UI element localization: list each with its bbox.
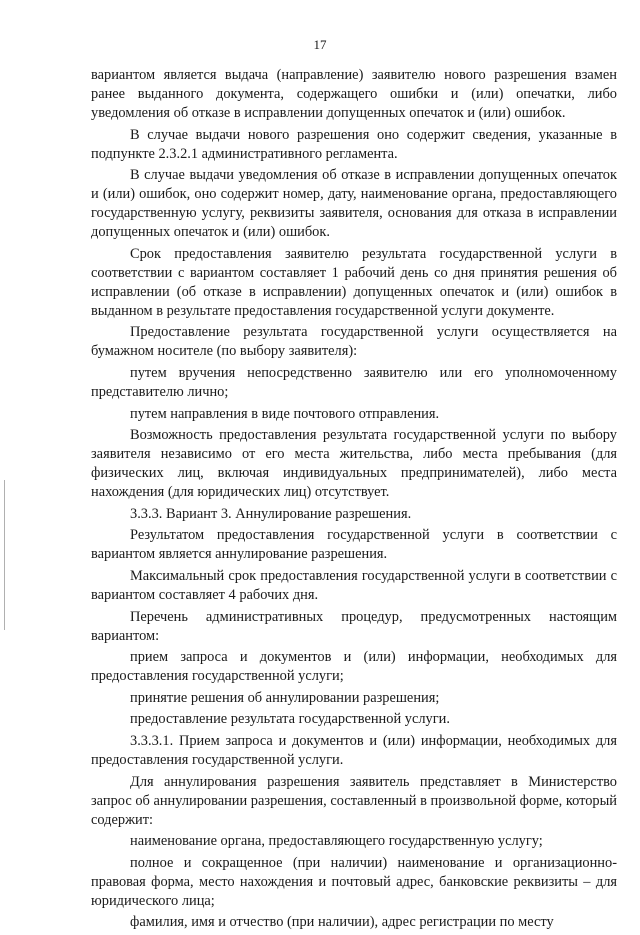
- paragraph: Предоставление результата государственной услуги осуществляется на бумажном носителе (по выбору заявителя):: [91, 324, 617, 360]
- paragraph: Перечень административных процедур, предусмотренных настоящим вариантом:: [91, 608, 617, 644]
- paragraph: Результатом предоставления государственной услуги в соответствии с вариантом является аннулирование разрешения.: [91, 527, 617, 563]
- list-item: предоставление результата государственной услуги.: [130, 711, 450, 728]
- paragraph: Срок предоставления заявителю результата государственной услуги в соответствии с вариантом составляет 1 рабочий день со дня принятия решения об исправлении (об отказе в исправлении) допущенных опечаток и (или) ошибок в выданном в результате предоставления государственной услуги документе.: [91, 245, 617, 319]
- document-body: [91, 66, 617, 935]
- section-heading: 3.3.3. Вариант 3. Аннулирование разрешения.: [130, 505, 412, 522]
- page-number: 17: [313, 37, 327, 52]
- list-item: принятие решения об аннулировании разрешения;: [130, 689, 440, 706]
- scan-margin-line: [4, 480, 5, 630]
- paragraph: Возможность предоставления результата государственной услуги по выбору заявителя независимо от его места жительства, либо места пребывания (для физических лиц, включая индивидуальных предпринимателей), либо места нахождения (для юридических лиц) отсутствует.: [91, 427, 617, 501]
- paragraph: В случае выдачи нового разрешения оно содержит сведения, указанные в подпункте 2.3.2.1 административного регламента.: [91, 126, 617, 162]
- paragraph: В случае выдачи уведомления об отказе в исправлении допущенных опечаток и (или) ошибок, оно содержит номер, дату, наименование органа, предоставляющего государственную услугу, реквизиты заявителя, основания для отказа в исправлении допущенных опечаток и (или) ошибок.: [91, 167, 617, 241]
- list-item: полное и сокращенное (при наличии) наименование и организационно-правовая форма, место нахождения и почтовый адрес, банковские реквизиты – для юридического лица;: [91, 854, 617, 909]
- list-item: фамилия, имя и отчество (при наличии), адрес регистрации по месту: [130, 914, 554, 931]
- list-item: путем направления в виде почтового отправления.: [130, 405, 440, 422]
- paragraph: вариантом является выдача (направление) заявителю нового разрешения взамен ранее выданного документа, содержащего ошибки и (или) опечатки, либо уведомления об отказе в исправлении допущенных опечаток и (или) ошибок.: [91, 67, 617, 121]
- paragraph: Для аннулирования разрешения заявитель представляет в Министерство запрос об аннулировании разрешения, составленный в произвольной форме, который содержит:: [91, 773, 617, 828]
- list-item: наименование органа, предоставляющего государственную услугу;: [130, 833, 543, 850]
- paragraph: Максимальный срок предоставления государственной услуги в соответствии с вариантом составляет 4 рабочих дня.: [91, 567, 617, 603]
- list-item: путем вручения непосредственно заявителю или его уполномоченному представителю лично;: [91, 364, 617, 400]
- subsection-heading: 3.3.3.1. Прием запроса и документов и (или) информации, необходимых для предоставления государственной услуги.: [91, 732, 617, 768]
- list-item: прием запроса и документов и (или) информации, необходимых для предоставления государственной услуги;: [91, 649, 617, 685]
